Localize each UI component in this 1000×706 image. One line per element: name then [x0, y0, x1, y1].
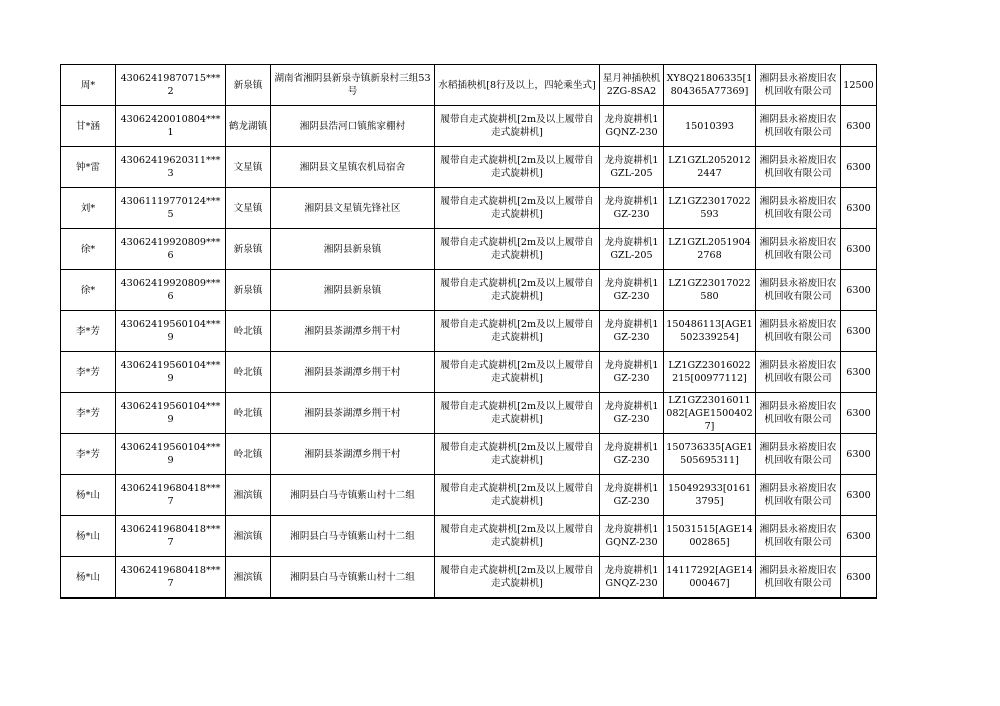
table-row	[61, 557, 877, 599]
id-number-cell: 43062419920809***6	[116, 270, 226, 311]
machine-type-cell: 履带自走式旋耕机[2m及以上履带自走式旋耕机]	[435, 352, 600, 393]
recycler-cell: 湘阴县永裕废旧农机回收有限公司	[756, 475, 841, 516]
model-cell: 星月神插秧机2ZG-8SA2	[600, 65, 664, 106]
table-body	[61, 65, 877, 599]
town-cell: 湘滨镇	[226, 516, 271, 557]
data-sheet	[60, 64, 877, 599]
table-row	[61, 147, 877, 188]
recycler-cell: 湘阴县永裕废旧农机回收有限公司	[756, 434, 841, 475]
amount-cell: 6300	[841, 393, 877, 434]
recycler-cell: 湘阴县永裕废旧农机回收有限公司	[756, 147, 841, 188]
town-cell: 湘滨镇	[226, 475, 271, 516]
amount-cell: 6300	[841, 188, 877, 229]
serial-number-cell: LZ1GZ23017022580	[664, 270, 756, 311]
id-number-cell: 43062419560104***9	[116, 352, 226, 393]
table-row	[61, 393, 877, 434]
town-cell: 新泉镇	[226, 270, 271, 311]
serial-number-cell: 150486113[AGE1502339254]	[664, 311, 756, 352]
model-cell: 龙舟旋耕机1GZ-230	[600, 434, 664, 475]
model-cell: 龙舟旋耕机1GZ-230	[600, 188, 664, 229]
machine-type-cell: 水稻插秧机[8行及以上，四轮乘坐式]	[435, 65, 600, 106]
table-row	[61, 516, 877, 557]
id-number-cell: 43062419870715***2	[116, 65, 226, 106]
address-cell: 湘阴县白马寺镇紫山村十二组	[271, 475, 435, 516]
serial-number-cell: LZ1GZL20520122447	[664, 147, 756, 188]
machine-type-cell: 履带自走式旋耕机[2m及以上履带自走式旋耕机]	[435, 516, 600, 557]
model-cell: 龙舟旋耕机1GNQZ-230	[600, 557, 664, 599]
model-cell: 龙舟旋耕机1GQNZ-230	[600, 516, 664, 557]
town-cell: 鹤龙湖镇	[226, 106, 271, 147]
town-cell: 湘滨镇	[226, 557, 271, 599]
id-number-cell: 43062419920809***6	[116, 229, 226, 270]
address-cell: 湘阴县文星镇先锋社区	[271, 188, 435, 229]
amount-cell: 6300	[841, 270, 877, 311]
recycler-cell: 湘阴县永裕废旧农机回收有限公司	[756, 270, 841, 311]
model-cell: 龙舟旋耕机1GZ-230	[600, 475, 664, 516]
address-cell: 湘阴县茶湖潭乡荆干村	[271, 352, 435, 393]
table-row	[61, 106, 877, 147]
amount-cell: 6300	[841, 352, 877, 393]
id-number-cell: 43062419680418***7	[116, 557, 226, 599]
model-cell: 龙舟旋耕机1GZL-205	[600, 229, 664, 270]
name-cell: 徐*	[61, 270, 116, 311]
model-cell: 龙舟旋耕机1GZ-230	[600, 352, 664, 393]
model-cell: 龙舟旋耕机1GZ-230	[600, 393, 664, 434]
machine-type-cell: 履带自走式旋耕机[2m及以上履带自走式旋耕机]	[435, 311, 600, 352]
serial-number-cell: 14117292[AGE14000467]	[664, 557, 756, 599]
address-cell: 湘阴县新泉镇	[271, 270, 435, 311]
serial-number-cell: 150736335[AGE1505695311]	[664, 434, 756, 475]
name-cell: 李*芳	[61, 393, 116, 434]
amount-cell: 12500	[841, 65, 877, 106]
machine-type-cell: 履带自走式旋耕机[2m及以上履带自走式旋耕机]	[435, 475, 600, 516]
name-cell: 甘*涵	[61, 106, 116, 147]
address-cell: 湘阴县茶湖潭乡荆干村	[271, 434, 435, 475]
table-row	[61, 475, 877, 516]
address-cell: 湘阴县文星镇农机局宿舍	[271, 147, 435, 188]
address-cell: 湘阴县茶湖潭乡荆干村	[271, 393, 435, 434]
machine-type-cell: 履带自走式旋耕机[2m及以上履带自走式旋耕机]	[435, 557, 600, 599]
recycler-cell: 湘阴县永裕废旧农机回收有限公司	[756, 229, 841, 270]
serial-number-cell: LZ1GZL20519042768	[664, 229, 756, 270]
address-cell: 湘阴县新泉镇	[271, 229, 435, 270]
town-cell: 文星镇	[226, 188, 271, 229]
table-row	[61, 188, 877, 229]
town-cell: 岭北镇	[226, 311, 271, 352]
amount-cell: 6300	[841, 106, 877, 147]
machine-type-cell: 履带自走式旋耕机[2m及以上履带自走式旋耕机]	[435, 393, 600, 434]
serial-number-cell: LZ1GZ23017022593	[664, 188, 756, 229]
machine-type-cell: 履带自走式旋耕机[2m及以上履带自走式旋耕机]	[435, 434, 600, 475]
recycler-cell: 湘阴县永裕废旧农机回收有限公司	[756, 557, 841, 599]
model-cell: 龙舟旋耕机1GZL-205	[600, 147, 664, 188]
recycler-cell: 湘阴县永裕废旧农机回收有限公司	[756, 352, 841, 393]
name-cell: 杨*山	[61, 475, 116, 516]
recycler-cell: 湘阴县永裕废旧农机回收有限公司	[756, 516, 841, 557]
machine-type-cell: 履带自走式旋耕机[2m及以上履带自走式旋耕机]	[435, 106, 600, 147]
name-cell: 周*	[61, 65, 116, 106]
table-row	[61, 65, 877, 106]
town-cell: 岭北镇	[226, 393, 271, 434]
name-cell: 刘*	[61, 188, 116, 229]
id-number-cell: 43062419620311***3	[116, 147, 226, 188]
address-cell: 湖南省湘阴县新泉寺镇新泉村三组53号	[271, 65, 435, 106]
amount-cell: 6300	[841, 229, 877, 270]
serial-number-cell: 150492933[01613795]	[664, 475, 756, 516]
amount-cell: 6300	[841, 475, 877, 516]
address-cell: 湘阴县浩河口镇熊家棚村	[271, 106, 435, 147]
address-cell: 湘阴县白马寺镇紫山村十二组	[271, 516, 435, 557]
recycler-cell: 湘阴县永裕废旧农机回收有限公司	[756, 393, 841, 434]
address-cell: 湘阴县白马寺镇紫山村十二组	[271, 557, 435, 599]
serial-number-cell: 15010393	[664, 106, 756, 147]
amount-cell: 6300	[841, 516, 877, 557]
model-cell: 龙舟旋耕机1GQNZ-230	[600, 106, 664, 147]
amount-cell: 6300	[841, 434, 877, 475]
town-cell: 岭北镇	[226, 434, 271, 475]
id-number-cell: 43062419680418***7	[116, 475, 226, 516]
serial-number-cell: LZ1GZ23016011082[AGE15004027]	[664, 393, 756, 434]
subsidy-table	[60, 64, 877, 599]
serial-number-cell: 15031515[AGE14002865]	[664, 516, 756, 557]
table-row	[61, 311, 877, 352]
name-cell: 徐*	[61, 229, 116, 270]
amount-cell: 6300	[841, 147, 877, 188]
amount-cell: 6300	[841, 557, 877, 599]
recycler-cell: 湘阴县永裕废旧农机回收有限公司	[756, 188, 841, 229]
table-row	[61, 352, 877, 393]
recycler-cell: 湘阴县永裕废旧农机回收有限公司	[756, 311, 841, 352]
name-cell: 钟*雷	[61, 147, 116, 188]
recycler-cell: 湘阴县永裕废旧农机回收有限公司	[756, 65, 841, 106]
name-cell: 李*芳	[61, 311, 116, 352]
machine-type-cell: 履带自走式旋耕机[2m及以上履带自走式旋耕机]	[435, 147, 600, 188]
town-cell: 文星镇	[226, 147, 271, 188]
amount-cell: 6300	[841, 311, 877, 352]
table-row	[61, 229, 877, 270]
id-number-cell: 43062419680418***7	[116, 516, 226, 557]
town-cell: 新泉镇	[226, 229, 271, 270]
town-cell: 岭北镇	[226, 352, 271, 393]
table-row	[61, 434, 877, 475]
name-cell: 李*芳	[61, 352, 116, 393]
machine-type-cell: 履带自走式旋耕机[2m及以上履带自走式旋耕机]	[435, 229, 600, 270]
address-cell: 湘阴县茶湖潭乡荆干村	[271, 311, 435, 352]
model-cell: 龙舟旋耕机1GZ-230	[600, 270, 664, 311]
table-row	[61, 270, 877, 311]
town-cell: 新泉镇	[226, 65, 271, 106]
serial-number-cell: LZ1GZ23016022215[00977112]	[664, 352, 756, 393]
id-number-cell: 43062419560104***9	[116, 434, 226, 475]
id-number-cell: 43061119770124***5	[116, 188, 226, 229]
recycler-cell: 湘阴县永裕废旧农机回收有限公司	[756, 106, 841, 147]
model-cell: 龙舟旋耕机1GZ-230	[600, 311, 664, 352]
name-cell: 李*芳	[61, 434, 116, 475]
serial-number-cell: XY8Q21806335[1804365A77369]	[664, 65, 756, 106]
machine-type-cell: 履带自走式旋耕机[2m及以上履带自走式旋耕机]	[435, 188, 600, 229]
machine-type-cell: 履带自走式旋耕机[2m及以上履带自走式旋耕机]	[435, 270, 600, 311]
name-cell: 杨*山	[61, 516, 116, 557]
id-number-cell: 43062420010804***1	[116, 106, 226, 147]
id-number-cell: 43062419560104***9	[116, 393, 226, 434]
id-number-cell: 43062419560104***9	[116, 311, 226, 352]
name-cell: 杨*山	[61, 557, 116, 599]
